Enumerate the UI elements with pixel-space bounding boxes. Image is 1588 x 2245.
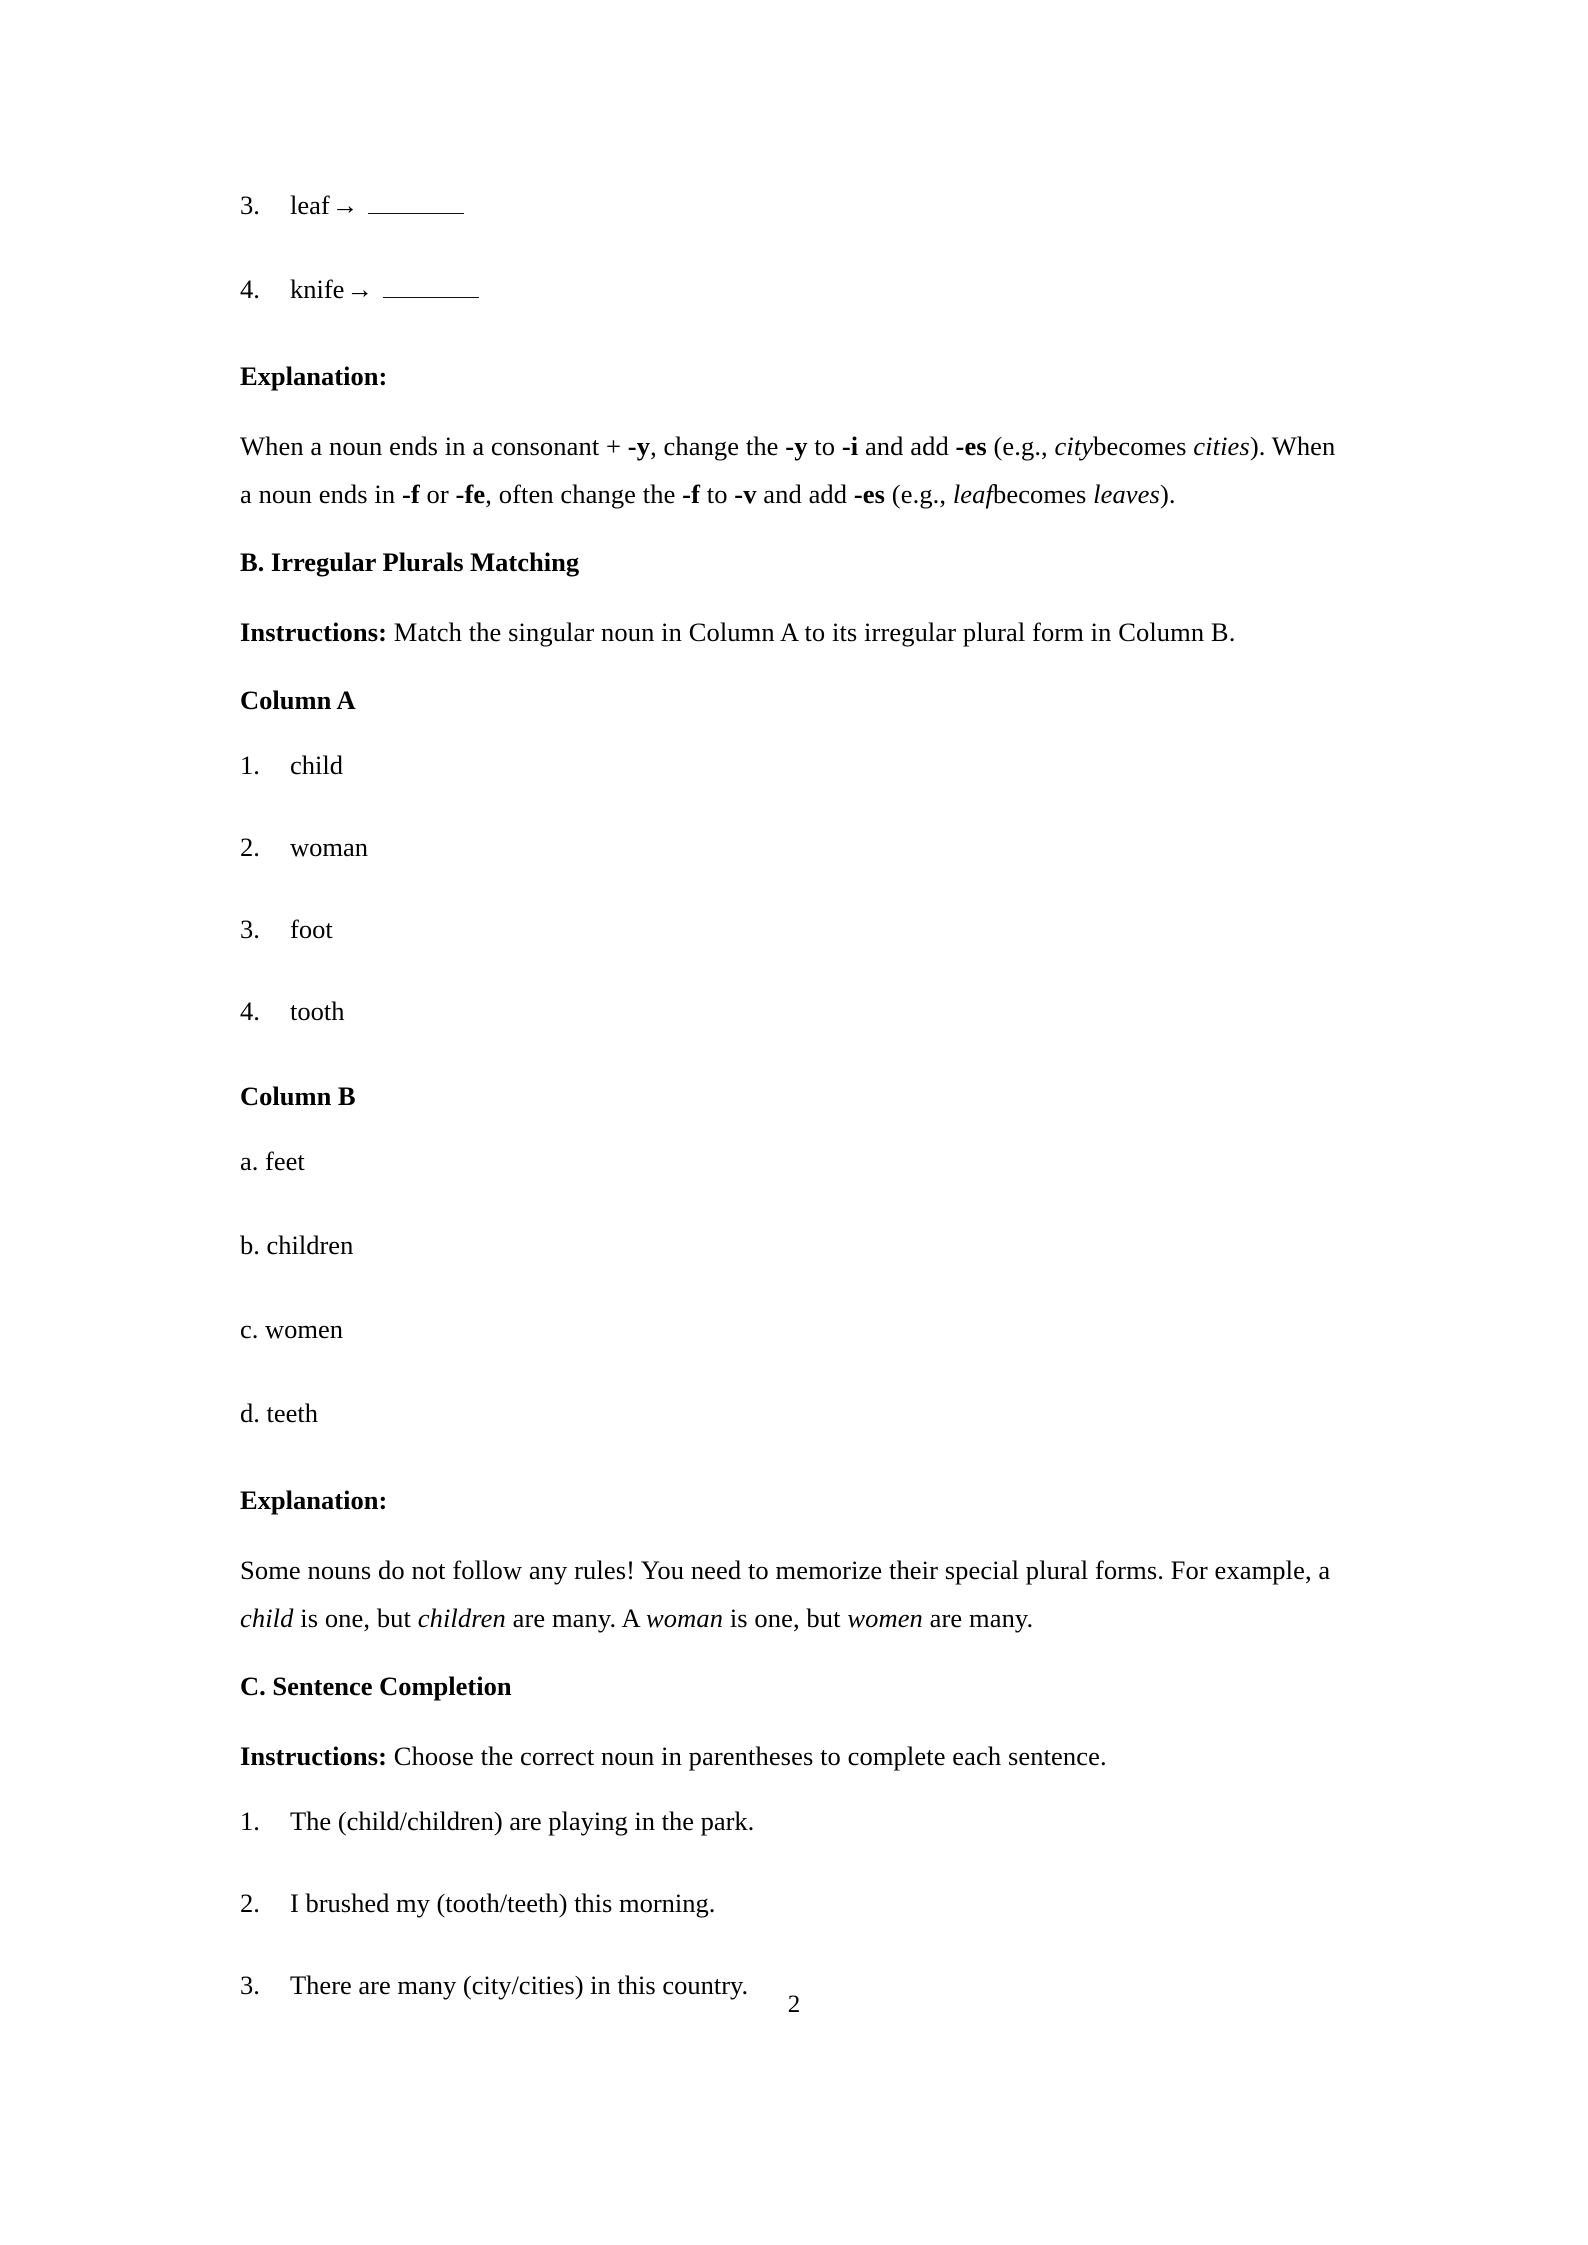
section-c-heading: C. Sentence Completion xyxy=(240,1671,512,1701)
column-a-heading: Column A xyxy=(240,685,356,715)
exp-a-text-11: and add xyxy=(756,479,854,509)
exp-a-bold-8: -v xyxy=(734,479,757,509)
explanation-paragraph-a xyxy=(240,422,1345,518)
column-b-list xyxy=(240,1142,1345,1432)
exp-a-text-2: , change the xyxy=(650,431,786,461)
exp-a-text-5: (e.g., xyxy=(986,431,1055,461)
list-marker: 3. xyxy=(240,190,260,220)
exp-b-italic-3: woman xyxy=(646,1603,724,1633)
list-item xyxy=(240,270,1345,308)
section-a-fill-in-list xyxy=(240,186,1345,308)
list-item-label: There are many (city/cities) in this country. xyxy=(290,1970,749,2000)
exp-a-text-14: ). xyxy=(1159,479,1176,509)
exp-b-text-3: are many. A xyxy=(505,1603,647,1633)
exp-a-text-4: and add xyxy=(858,431,956,461)
list-item-label: foot xyxy=(290,914,333,944)
list-item-label: woman xyxy=(290,832,369,862)
list-item xyxy=(240,992,1345,1030)
list-item-label: I brushed my (tooth/teeth) this morning. xyxy=(290,1888,716,1918)
explanation-label-b: Explanation: xyxy=(240,1485,388,1515)
exp-a-bold-9: -es xyxy=(853,479,886,509)
page-content xyxy=(240,186,1345,2048)
section-c-instructions xyxy=(240,1732,1345,1780)
exp-a-text-6: becomes xyxy=(1093,431,1194,461)
list-marker: 1. xyxy=(240,750,260,780)
exp-b-text-2: is one, but xyxy=(293,1603,418,1633)
section-b-heading: B. Irregular Plurals Matching xyxy=(240,547,580,577)
answer-blank[interactable] xyxy=(368,191,464,214)
explanation-label-a: Explanation: xyxy=(240,361,388,391)
exp-a-bold-1: -y xyxy=(627,431,651,461)
exp-a-text-8: or xyxy=(419,479,456,509)
exp-a-italic-2: cities xyxy=(1193,431,1250,461)
exp-b-italic-4: women xyxy=(847,1603,923,1633)
answer-blank[interactable] xyxy=(383,275,479,298)
list-marker: 4. xyxy=(240,996,260,1026)
list-item: a. feet xyxy=(240,1146,305,1176)
page-number: 2 xyxy=(787,1991,801,2018)
exp-a-italic-4: leaves xyxy=(1093,479,1160,509)
list-item xyxy=(240,186,1345,224)
list-item: d. teeth xyxy=(240,1398,318,1428)
instructions-text-b: Match the singular noun in Column A to its irregular plural form in Column B. xyxy=(387,617,1236,647)
exp-b-italic-1: child xyxy=(240,1603,294,1633)
exp-a-text-12: (e.g., xyxy=(885,479,953,509)
list-marker: 1. xyxy=(240,1806,260,1836)
list-item: b. children xyxy=(240,1230,354,1260)
exp-a-bold-3: -i xyxy=(841,431,859,461)
exp-a-text-13: becomes xyxy=(992,479,1094,509)
list-marker: 2. xyxy=(240,832,260,862)
list-marker: 4. xyxy=(240,274,260,304)
list-item xyxy=(240,910,1345,948)
list-item-label: tooth xyxy=(290,996,345,1026)
column-a-list xyxy=(240,746,1345,1030)
list-item-word: leaf xyxy=(290,190,330,220)
arrow-icon: → xyxy=(346,274,373,304)
exp-b-text-4: is one, but xyxy=(723,1603,848,1633)
list-item xyxy=(240,746,1345,784)
list-item-label: child xyxy=(290,750,343,780)
explanation-paragraph-b xyxy=(240,1546,1345,1642)
list-item xyxy=(240,1884,1345,1922)
list-item-label: The (child/children) are playing in the park. xyxy=(290,1806,755,1836)
exp-b-italic-2: children xyxy=(417,1603,506,1633)
list-marker: 2. xyxy=(240,1888,260,1918)
column-b-heading: Column B xyxy=(240,1081,356,1111)
exp-a-bold-4: -es xyxy=(955,431,987,461)
list-item xyxy=(240,828,1345,866)
instructions-text-c: Choose the correct noun in parentheses to complete each sentence. xyxy=(387,1741,1107,1771)
exp-a-bold-6: -fe xyxy=(455,479,486,509)
list-marker: 3. xyxy=(240,1970,260,2000)
exp-a-text-9: , often change the xyxy=(485,479,683,509)
exp-b-text-1: Some nouns do not follow any rules! You need to memorize their special plural forms. For example, a xyxy=(240,1555,1331,1585)
exp-a-italic-3: leaf xyxy=(952,479,993,509)
list-item xyxy=(240,1802,1345,1840)
exp-a-bold-5: -f xyxy=(401,479,420,509)
list-item: c. women xyxy=(240,1314,344,1344)
exp-a-text-10: to xyxy=(700,479,735,509)
section-c-list xyxy=(240,1802,1345,2004)
list-marker: 3. xyxy=(240,914,260,944)
exp-a-bold-2: -y xyxy=(785,431,808,461)
instructions-label-b: Instructions: xyxy=(240,617,388,647)
exp-a-text-1: When a noun ends in a consonant + xyxy=(240,431,628,461)
exp-a-bold-7: -f xyxy=(682,479,701,509)
section-b-instructions xyxy=(240,608,1345,656)
exp-a-text-7: ). When a noun ends in xyxy=(240,431,1336,509)
instructions-label-c: Instructions: xyxy=(240,1741,388,1771)
exp-b-text-5: are many. xyxy=(922,1603,1034,1633)
exp-a-italic-1: city xyxy=(1054,431,1094,461)
arrow-icon: → xyxy=(331,190,359,220)
exp-a-text-3: to xyxy=(807,431,842,461)
list-item-word: knife xyxy=(290,274,345,304)
